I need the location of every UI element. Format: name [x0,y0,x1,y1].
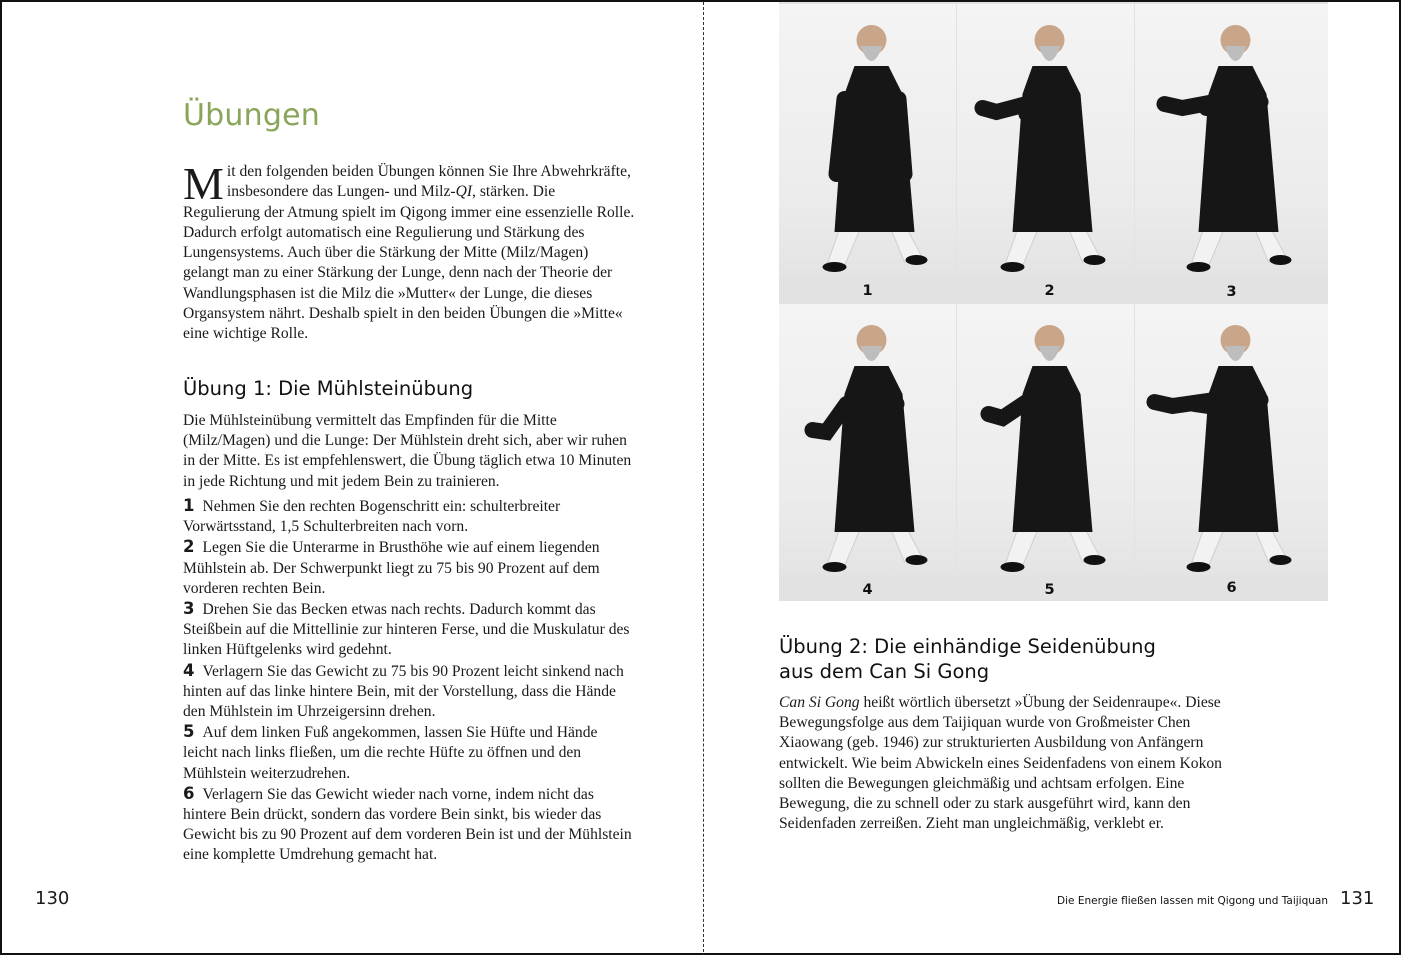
step-text: Verlagern Sie das Gewicht zu 75 bis 90 Prozent leicht sinkend nach hinten auf das linke hintere Bein, mit der Vorstellung, dass die Hände den Mühlstein im Uhrzeigersinn drehen. [183,662,624,721]
intro-rest: , stärken. Die Regulierung der Atmung spielt im Qigong immer eine essenzielle Rolle. Dadurch erfolgt automatisch eine Regulierung und Stärkung des Lungensystems. Auch über die Stärkung der Mitte (Milz/Magen) gelangt man zu einer Stärkung der Lunge, denn nach der Theorie der Wandlungsphasen ist die Milz die »Mutter« der Lunge, die dieses Organsystem nährt. Deshalb spielt in den beiden Übungen die »Mitte« eine wichtige Rolle. [183,183,635,343]
exercise1-heading: Übung 1: Die Mühlsteinübung [183,377,474,400]
figure [983,25,1106,272]
photo-label: 2 [1044,283,1055,299]
exercise2-term: Can Si Gong [779,694,860,711]
step-text: Drehen Sie das Becken etwas nach rechts. Dadurch kommt das Steißbein auf die Mittellinie zur hinteren Ferse, und die Muskulatur des linken Hüftgelenks wird gedehnt. [183,601,630,659]
exercise2-body [779,693,1229,834]
step-text: Auf dem linken Fuß angekommen, lassen Sie Hüfte und Hände leicht nach links fließen, um die rechte Hüfte zu öffnen und den Mühlstein weiterzudrehen. [183,724,598,782]
figure [989,325,1106,572]
step-text: Verlagern Sie das Gewicht wieder nach vorne, indem nicht das hintere Bein drückt, sondern das vordere Bein sinkt, bis wieder das Gewicht bis zu 90 Prozent auf dem vorderen Bein ist und der Mühlstein eine komplette Umdrehung gemacht hat. [183,785,632,864]
exercise1-steps [183,496,635,866]
intro-lead: it den folgenden beiden Übungen können Sie Ihre Abwehrkräfte, insbesondere das Lungen- und Milz- [226,163,631,201]
step-number: 3 [183,599,195,619]
exercise-photo-4 [779,304,956,575]
exercise-photo-grid [779,2,1328,601]
exercise-photo-3 [1135,4,1328,275]
figure [1165,25,1292,272]
photo-label: 4 [862,582,873,598]
running-head: Die Energie fließen lassen mit Qigong und Taijiquan [1057,895,1328,907]
intro-paragraph [183,158,635,345]
step-item [183,537,635,599]
step-number: 5 [183,722,195,742]
drop-cap: M [183,158,224,209]
exercise-photo-2 [957,4,1134,275]
figure-illustration [779,4,956,275]
exercise2-heading-line2: aus dem Can Si Gong [779,660,990,683]
figure [1155,325,1292,572]
page-number-left: 130 [35,888,70,909]
step-item [183,496,635,537]
step-number: 2 [183,537,195,557]
step-item [183,784,635,866]
photo-label: 3 [1226,284,1237,300]
photo-label: 5 [1044,582,1055,598]
figure-illustration [957,4,1134,275]
step-number: 6 [183,783,195,803]
step-number: 4 [183,660,195,680]
figure-illustration [1135,304,1328,575]
page-gutter [703,2,704,955]
photo-label: 6 [1226,580,1237,596]
page-number-right: 131 [1340,888,1375,909]
step-item [183,599,635,661]
step-text: Legen Sie die Unterarme in Brusthöhe wie auf einem liegenden Mühlstein ab. Der Schwerpunkt liegt zu 75 bis 90 Prozent auf dem vorderen rechten Bein. [183,539,600,597]
photo-label: 1 [862,283,873,299]
figure-illustration [957,304,1134,575]
page-title: Übungen [183,98,320,133]
exercise2-text: heißt wörtlich übersetzt »Übung der Seidenraupe«. Diese Bewegungsfolge aus dem Taijiquan wurde von Großmeister Chen Xiaowang (geb. 1946) zur strukturierten Ausbildung von Anfängern entwickelt. Wie beim Abwickeln eines Seidenfadens von einem Kokon sollten die Bewegungen gleichmäßig und achtsam erfolgen. Eine Bewegung, die zu schnell oder zu stark ausgeführt wird, kann den Seidenfaden zerreißen. Zieht man ungleichmäßig, verklebt er. [779,694,1222,833]
exercise2-heading-line1: Übung 2: Die einhändige Seidenübung [779,635,1156,658]
figure [823,25,928,272]
exercise-photo-5 [957,304,1134,575]
step-item [183,722,635,784]
intro-qi: QI [455,183,473,201]
figure-illustration [1135,4,1328,275]
step-text: Nehmen Sie den rechten Bogenschritt ein: schulterbreiter Vorwärtsstand, 1,5 Schulterbreiten nach vorn. [183,498,561,536]
exercise1-body: Die Mühlsteinübung vermittelt das Empfinden für die Mitte (Milz/Magen) und die Lunge: Der Mühlstein dreht sich, aber wir ruhen in der Mitte. Es ist empfehlenswert, die Übung täglich etwa 10 Minuten in jede Richtung und mit jedem Bein zu trainieren. [183,412,632,490]
figure [813,325,928,572]
exercise-photo-6 [1135,304,1328,575]
step-item [183,661,635,723]
figure-illustration [779,304,956,575]
step-number: 1 [183,496,195,515]
exercise-photo-1 [779,4,956,275]
